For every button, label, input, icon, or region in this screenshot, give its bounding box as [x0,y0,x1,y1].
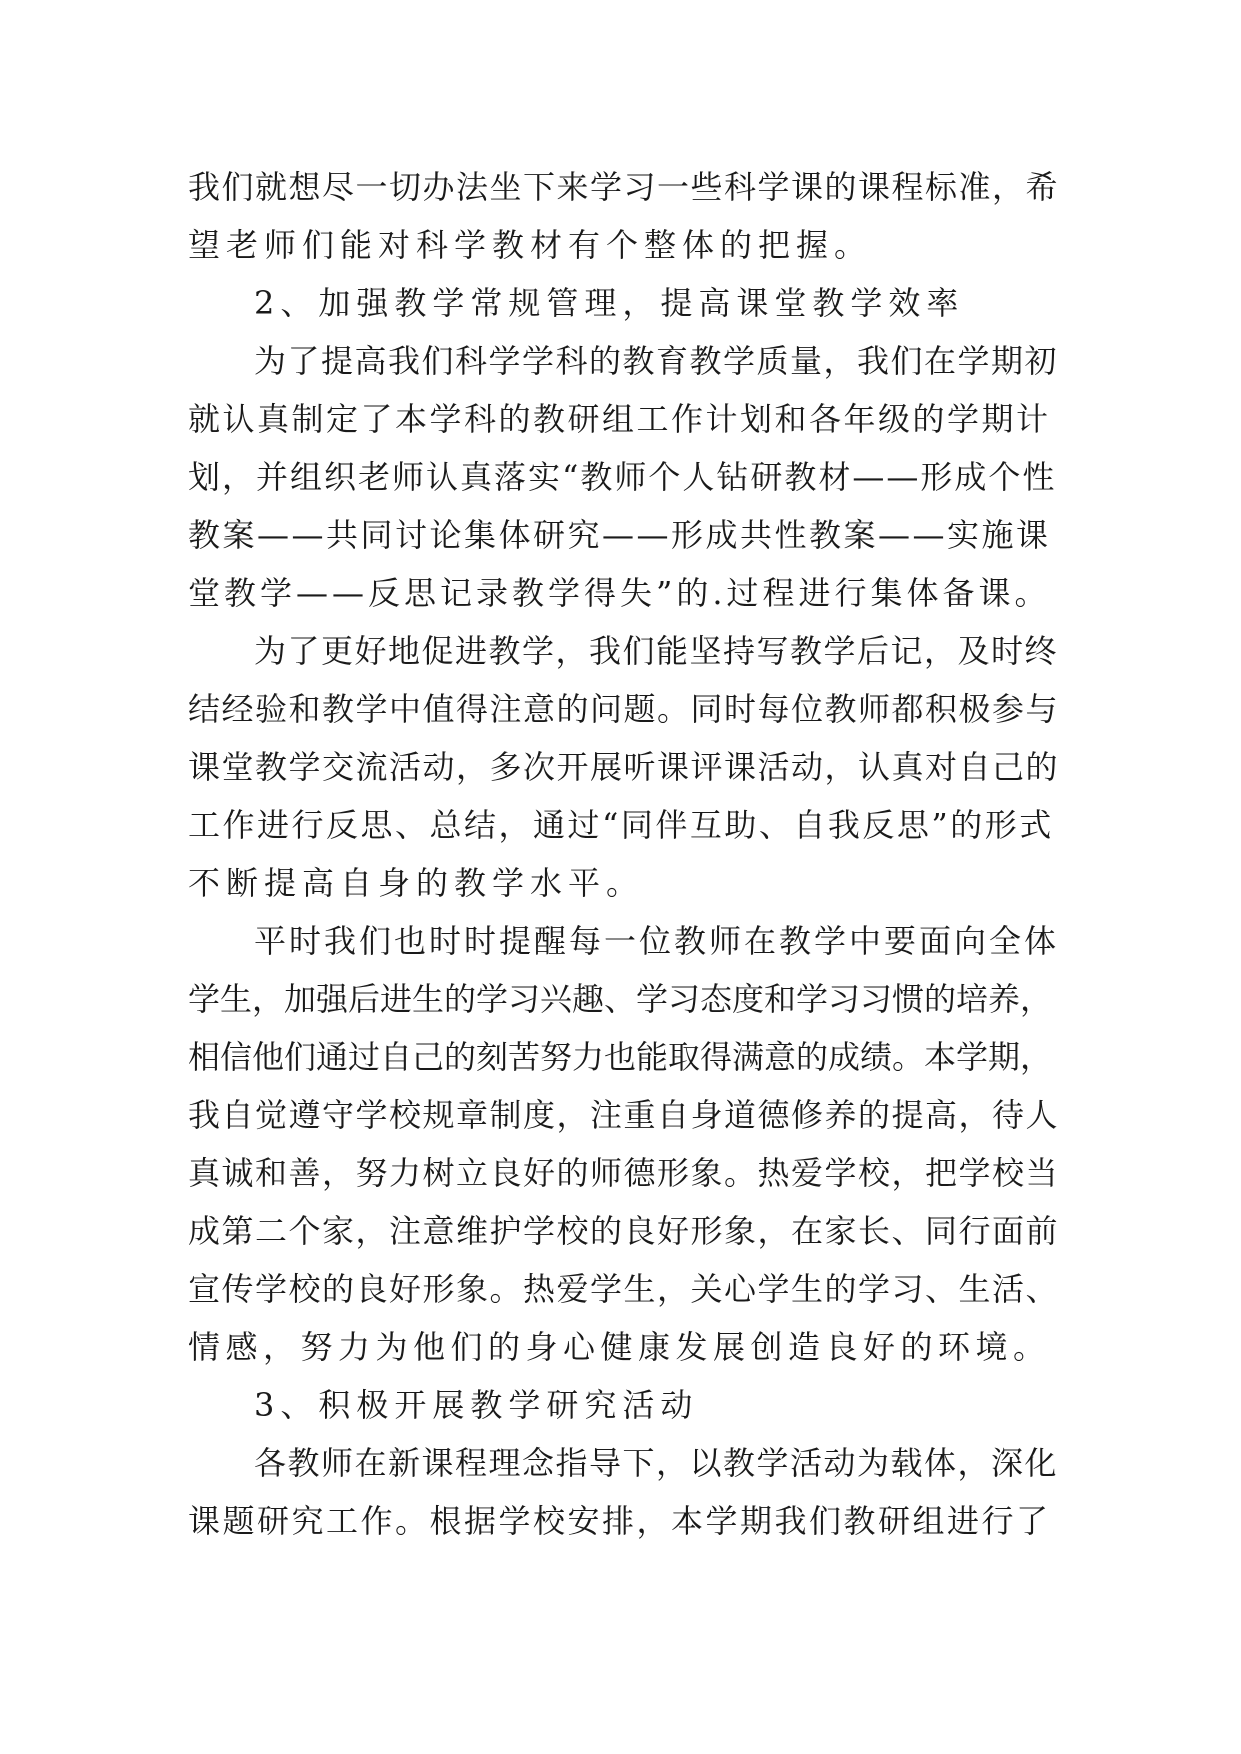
text-line: 教案——共同讨论集体研究——形成共性教案——实施课 [188,516,1051,554]
text-line: 平时我们也时时提醒每一位教师在教学中要面向全体 [254,922,1060,960]
text-line: 就认真制定了本学科的教研组工作计划和各年级的学期计 [188,400,1051,438]
text-line: 望老师们能对科学教材有个整体的把握。 [188,226,873,264]
text-line: 学生，加强后进生的学习兴趣、学习态度和学习习惯的培养， [188,980,1053,1018]
text-line: 情感，努力为他们的身心健康发展创造良好的环境。 [188,1328,1051,1366]
document-body [188,158,1060,1550]
text-line: 划，并组织老师认真落实“教师个人钻研教材——形成个性 [188,458,1057,496]
text-line: 各教师在新课程理念指导下，以教学活动为载体，深化 [254,1444,1059,1482]
text-line: 工作进行反思、总结，通过“同伴互助、自我反思”的形式 [188,806,1054,844]
text-line: 相信他们通过自己的刻苦努力也能取得满意的成绩。本学期， [188,1038,1053,1076]
text-line: 结经验和教学中值得注意的问题。同时每位教师都积极参与 [188,690,1060,728]
text-line: 为了提高我们科学学科的教育教学质量，我们在学期初 [254,342,1059,380]
text-line: 宣传学校的良好形象。热爱学生，关心学生的学习、生活、 [188,1270,1060,1308]
text-line: 我们就想尽一切办法坐下来学习一些科学课的课程标准，希 [188,168,1060,206]
text-line: 2、加强教学常规管理，提高课堂教学效率 [254,284,965,322]
text-line: 真诚和善，努力树立良好的师德形象。热爱学校，把学校当 [188,1154,1060,1192]
text-line: 3、积极开展教学研究活动 [254,1386,699,1424]
text-line: 课题研究工作。根据学校安排，本学期我们教研组进行了 [188,1502,1051,1540]
text-line: 课堂教学交流活动，多次开展听课评课活动，认真对自己的 [188,748,1060,786]
text-line: 成第二个家，注意维护学校的良好形象，在家长、同行面前 [188,1212,1060,1250]
text-line: 我自觉遵守学校规章制度，注重自身道德修养的提高，待人 [188,1096,1060,1134]
text-line: 为了更好地促进教学，我们能坚持写教学后记，及时终 [254,632,1059,670]
text-line: 不断提高自身的教学水平。 [188,864,645,902]
text-line: 堂教学——反思记录教学得失”的.过程进行集体备课。 [188,574,1051,612]
